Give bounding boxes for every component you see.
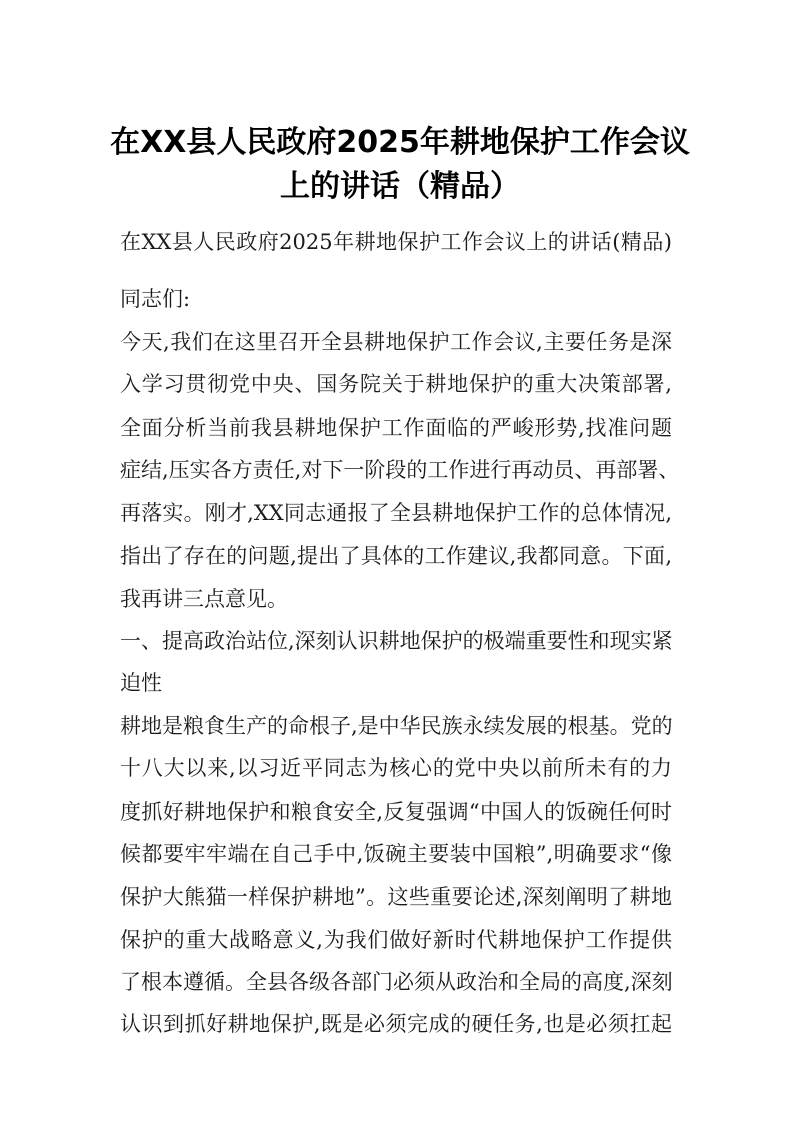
body-line: 指出了存在的问题,提出了具体的工作建议,我都同意。下面, — [120, 544, 672, 568]
body-line-subtitle: 在XX县人民政府2025年耕地保护工作会议上的讲话(精品) — [120, 230, 672, 254]
section-heading-line: 一、提高政治站位,深刻认识耕地保护的极端重要性和现实紧 — [120, 629, 673, 653]
body-line: 入学习贯彻党中央、国务院关于耕地保护的重大决策部署, — [120, 372, 672, 396]
body-line: 保护的重大战略意义,为我们做好新时代耕地保护工作提供 — [120, 928, 672, 952]
body-line: 全面分析当前我县耕地保护工作面临的严峻形势,找准问题 — [120, 416, 672, 440]
body-line: 十八大以来,以习近平同志为核心的党中央以前所未有的力 — [120, 756, 672, 780]
body-line: 今天,我们在这里召开全县耕地保护工作会议,主要任务是深 — [120, 330, 672, 354]
body-line: 认识到抓好耕地保护,既是必须完成的硬任务,也是必须扛起 — [120, 1012, 672, 1036]
body-line: 再落实。刚才,XX同志通报了全县耕地保护工作的总体情况, — [120, 501, 672, 525]
body-line: 了根本遵循。全县各级各部门必须从政治和全局的高度,深刻 — [120, 970, 673, 994]
section-heading-line: 迫性 — [120, 671, 162, 695]
document-title-line-2: 上的讲话（精品） — [280, 169, 520, 204]
body-line: 症结,压实各方责任,对下一阶段的工作进行再动员、再部署、 — [120, 458, 680, 482]
body-line: 度抓好耕地保护和粮食安全,反复强调“中国人的饭碗任何时 — [120, 800, 672, 824]
body-line: 保护大熊猫一样保护耕地”。这些重要论述,深刻阐明了耕地 — [120, 885, 672, 909]
body-line-salutation: 同志们: — [120, 287, 191, 311]
body-line: 耕地是粮食生产的命根子,是中华民族永续发展的根基。党的 — [120, 714, 673, 738]
body-line: 候都要牢牢端在自己手中,饭碗主要装中国粮”,明确要求“像 — [120, 842, 672, 866]
document-title-line-1: 在XX县人民政府2025年耕地保护工作会议 — [110, 125, 690, 160]
body-line: 我再讲三点意见。 — [120, 587, 288, 611]
